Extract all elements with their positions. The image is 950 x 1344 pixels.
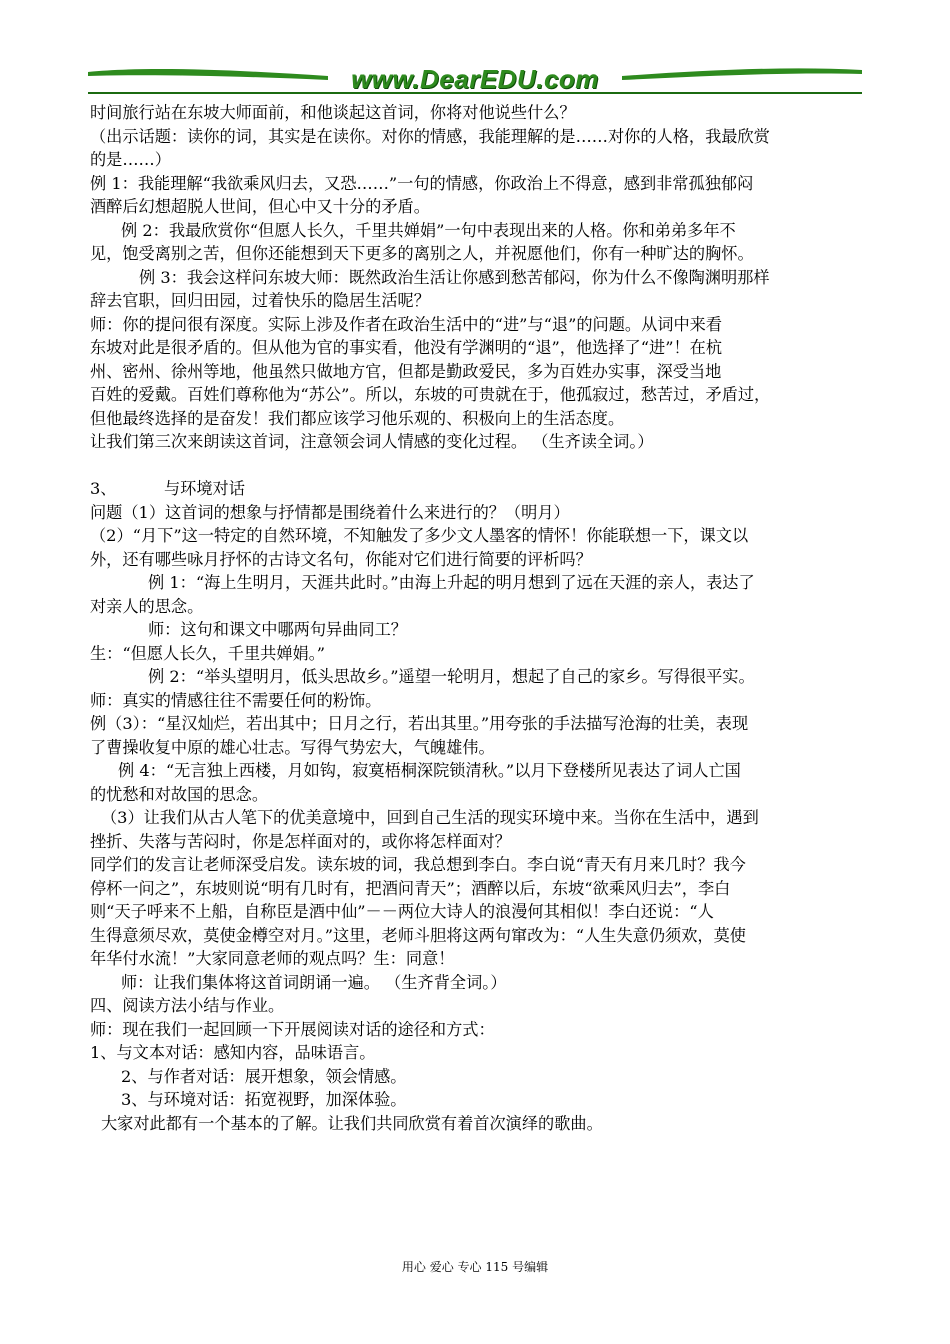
text-line: [90, 783, 862, 807]
line-text: 师：这句和课文中哪两句异曲同工？: [148, 620, 407, 639]
text-line: [90, 618, 862, 642]
text-line: [90, 924, 862, 948]
line-text: 例 3：我会这样问东坡大师：既然政治生活让你感到愁苦郁闷，你为什么不像陶渊明那样: [139, 267, 770, 287]
section-number: 3、: [90, 479, 117, 498]
text-line: [90, 548, 862, 572]
text-line: [90, 148, 862, 172]
text-line: [90, 195, 862, 219]
text-line: [90, 1041, 862, 1065]
line-text: 了曹操收复中原的雄心壮志。写得气势宏大，气魄雄伟。: [90, 737, 495, 757]
text-line: [90, 877, 862, 901]
line-text: 州、密州、徐州等地，他虽然只做地方官，但都是勤政爱民，多为百姓办实事，深受当地: [90, 361, 722, 381]
line-text: 大家对此都有一个基本的了解。让我们共同欣赏有着首次演绎的歌曲。: [101, 1113, 603, 1133]
line-text: 师：现在我们一起回顾一下开展阅读对话的途径和方式：: [90, 1019, 495, 1039]
text-line: [90, 947, 862, 971]
text-line: [90, 524, 862, 548]
line-text: 百姓的爱戴。百姓们尊称他为“苏公”。所以，东坡的可贵就在于，他孤寂过，愁苦过，矛盾过，: [90, 385, 771, 404]
text-line: [90, 454, 862, 478]
page-header: [88, 62, 862, 96]
text-line: [90, 689, 862, 713]
text-line: [90, 595, 862, 619]
text-line: [90, 172, 862, 196]
line-text: 对亲人的思念。: [90, 596, 204, 616]
line-text: 停杯一问之”，东坡则说“明有几时有，把酒问青天”；酒醉以后，东坡“欲乘风归去”，李白: [90, 878, 731, 898]
line-text: 师：让我们集体将这首词朗诵一遍。 （生齐背全词。）: [121, 972, 507, 992]
text-line: [90, 313, 862, 337]
text-line: [90, 101, 862, 125]
line-text: 2、与作者对话：展开想象，领会情感。: [121, 1066, 407, 1086]
line-text: 的是……）: [90, 150, 171, 169]
line-text: 则“天子呼来不上船，自称臣是酒中仙”－－两位大诗人的浪漫何其相似！李白还说：“人: [90, 902, 714, 921]
text-line: [90, 477, 862, 501]
text-line: [90, 289, 862, 313]
line-text: 例（3）：“星汉灿烂，若出其中；日月之行，若出其里。”用夸张的手法描写沧海的壮美，表现: [90, 714, 749, 733]
text-line: [90, 242, 862, 266]
line-text: 辞去官职，回归田园，过着快乐的隐居生活呢？: [90, 291, 430, 310]
line-text: 例 4：“无言独上西楼，月如钩，寂寞梧桐深院锁清秋。”以月下登楼所见表达了词人亡国: [118, 761, 741, 780]
text-line: [90, 994, 862, 1018]
text-line: [90, 712, 862, 736]
text-line: [90, 336, 862, 360]
line-text: 见，饱受离别之苦，但你还能想到天下更多的离别之人，并祝愿他们，你有一种旷达的胸怀。: [90, 244, 754, 263]
text-line: [90, 971, 862, 995]
line-text: 但他最终选择的是奋发！我们都应该学习他乐观的、积极向上的生活态度。: [90, 408, 625, 428]
text-line: [90, 806, 862, 830]
line-text: 东坡对此是很矛盾的。但从他为官的事实看，他没有学渊明的“退”，他选择了“进”！在杭: [90, 338, 723, 357]
text-line: [90, 430, 862, 454]
line-text: （3）让我们从古人笔下的优美意境中，回到自己生活的现实环境中来。当你在生活中，遇到: [101, 808, 759, 827]
line-text: 时间旅行站在东坡大师面前，和他谈起这首词，你将对他说些什么？: [90, 103, 576, 122]
text-line: [90, 900, 862, 924]
line-text: 挫折、失落与苦闷时，你是怎样面对的，或你将怎样面对？: [90, 831, 511, 851]
text-line: [90, 360, 862, 384]
line-text: 例 1：“海上生明月，天涯共此时。”由海上升起的明月想到了远在天涯的亲人，表达了: [148, 573, 755, 592]
line-text: 让我们第三次来朗读这首词，注意领会词人情感的变化过程。 （生齐读全词。）: [90, 432, 654, 451]
text-line: [90, 853, 862, 877]
line-text: 师：你的提问很有深度。实际上涉及作者在政治生活中的“进”与“退”的问题。从词中来看: [90, 314, 723, 334]
line-text: 3、与环境对话：拓宽视野，加深体验。: [121, 1090, 407, 1109]
text-line: [90, 571, 862, 595]
line-text: 与环境对话: [164, 479, 245, 498]
text-line: [90, 266, 862, 290]
line-text: 同学们的发言让老师深受启发。读东坡的词，我总想到李白。李白说“青天有月来几时？我今: [90, 855, 746, 874]
line-text: 年华付水流！”大家同意老师的观点吗？生：同意！: [90, 949, 455, 968]
text-line: [90, 125, 862, 149]
text-line: [90, 501, 862, 525]
line-text: 1、与文本对话：感知内容，品味语言。: [90, 1043, 376, 1062]
text-line: [90, 407, 862, 431]
text-line: [90, 1065, 862, 1089]
text-line: [90, 1018, 862, 1042]
document-body: [90, 101, 862, 1135]
line-text: 问题（1）这首词的想象与抒情都是围绕着什么来进行的？（明月）: [90, 502, 570, 522]
line-text: 酒醉后幻想超脱人世间，但心中又十分的矛盾。: [90, 197, 430, 216]
text-line: [90, 736, 862, 760]
text-line: [90, 642, 862, 666]
site-logo: www.DearEDU.com: [351, 64, 599, 94]
line-text: 例 2：我最欣赏你“但愿人长久，千里共婵娟”一句中表现出来的人格。你和弟弟多年不: [121, 220, 736, 240]
line-text: 生得意须尽欢，莫使金樽空对月。”这里，老师斗胆将这两句窜改为：“人生失意仍须欢，莫使: [90, 925, 746, 945]
line-text: 四、阅读方法小结与作业。: [90, 996, 285, 1015]
line-text: 例 2：“举头望明月，低头思故乡。”遥望一轮明月，想起了自己的家乡。写得很平实。: [148, 667, 755, 686]
line-text: 的忧愁和对故国的思念。: [90, 784, 269, 804]
line-text: 例 1：我能理解“我欲乘风归去，又恐……”一句的情感，你政治上不得意，感到非常孤独郁闷: [90, 173, 754, 193]
page-footer: 用心 爱心 专心 115 号编辑: [401, 1260, 549, 1274]
text-line: [90, 830, 862, 854]
line-text: 生：“但愿人长久，千里共婵娟。”: [90, 643, 326, 663]
text-line: [90, 383, 862, 407]
line-text: 师：真实的情感往往不需要任何的粉饰。: [90, 690, 382, 710]
text-line: [90, 759, 862, 783]
text-line: [90, 1088, 862, 1112]
line-text: （出示话题：读你的词，其实是在读你。对你的情感，我能理解的是……对你的人格，我最欣赏: [90, 126, 770, 146]
text-line: [90, 219, 862, 243]
text-line: [90, 1112, 862, 1136]
line-text: 外，还有哪些咏月抒怀的古诗文名句，你能对它们进行简要的评析吗？: [90, 549, 592, 569]
line-text: （2）“月下”这一特定的自然环境，不知触发了多少文人墨客的情怀！你能联想一下，课文以: [90, 526, 749, 545]
text-line: [90, 665, 862, 689]
